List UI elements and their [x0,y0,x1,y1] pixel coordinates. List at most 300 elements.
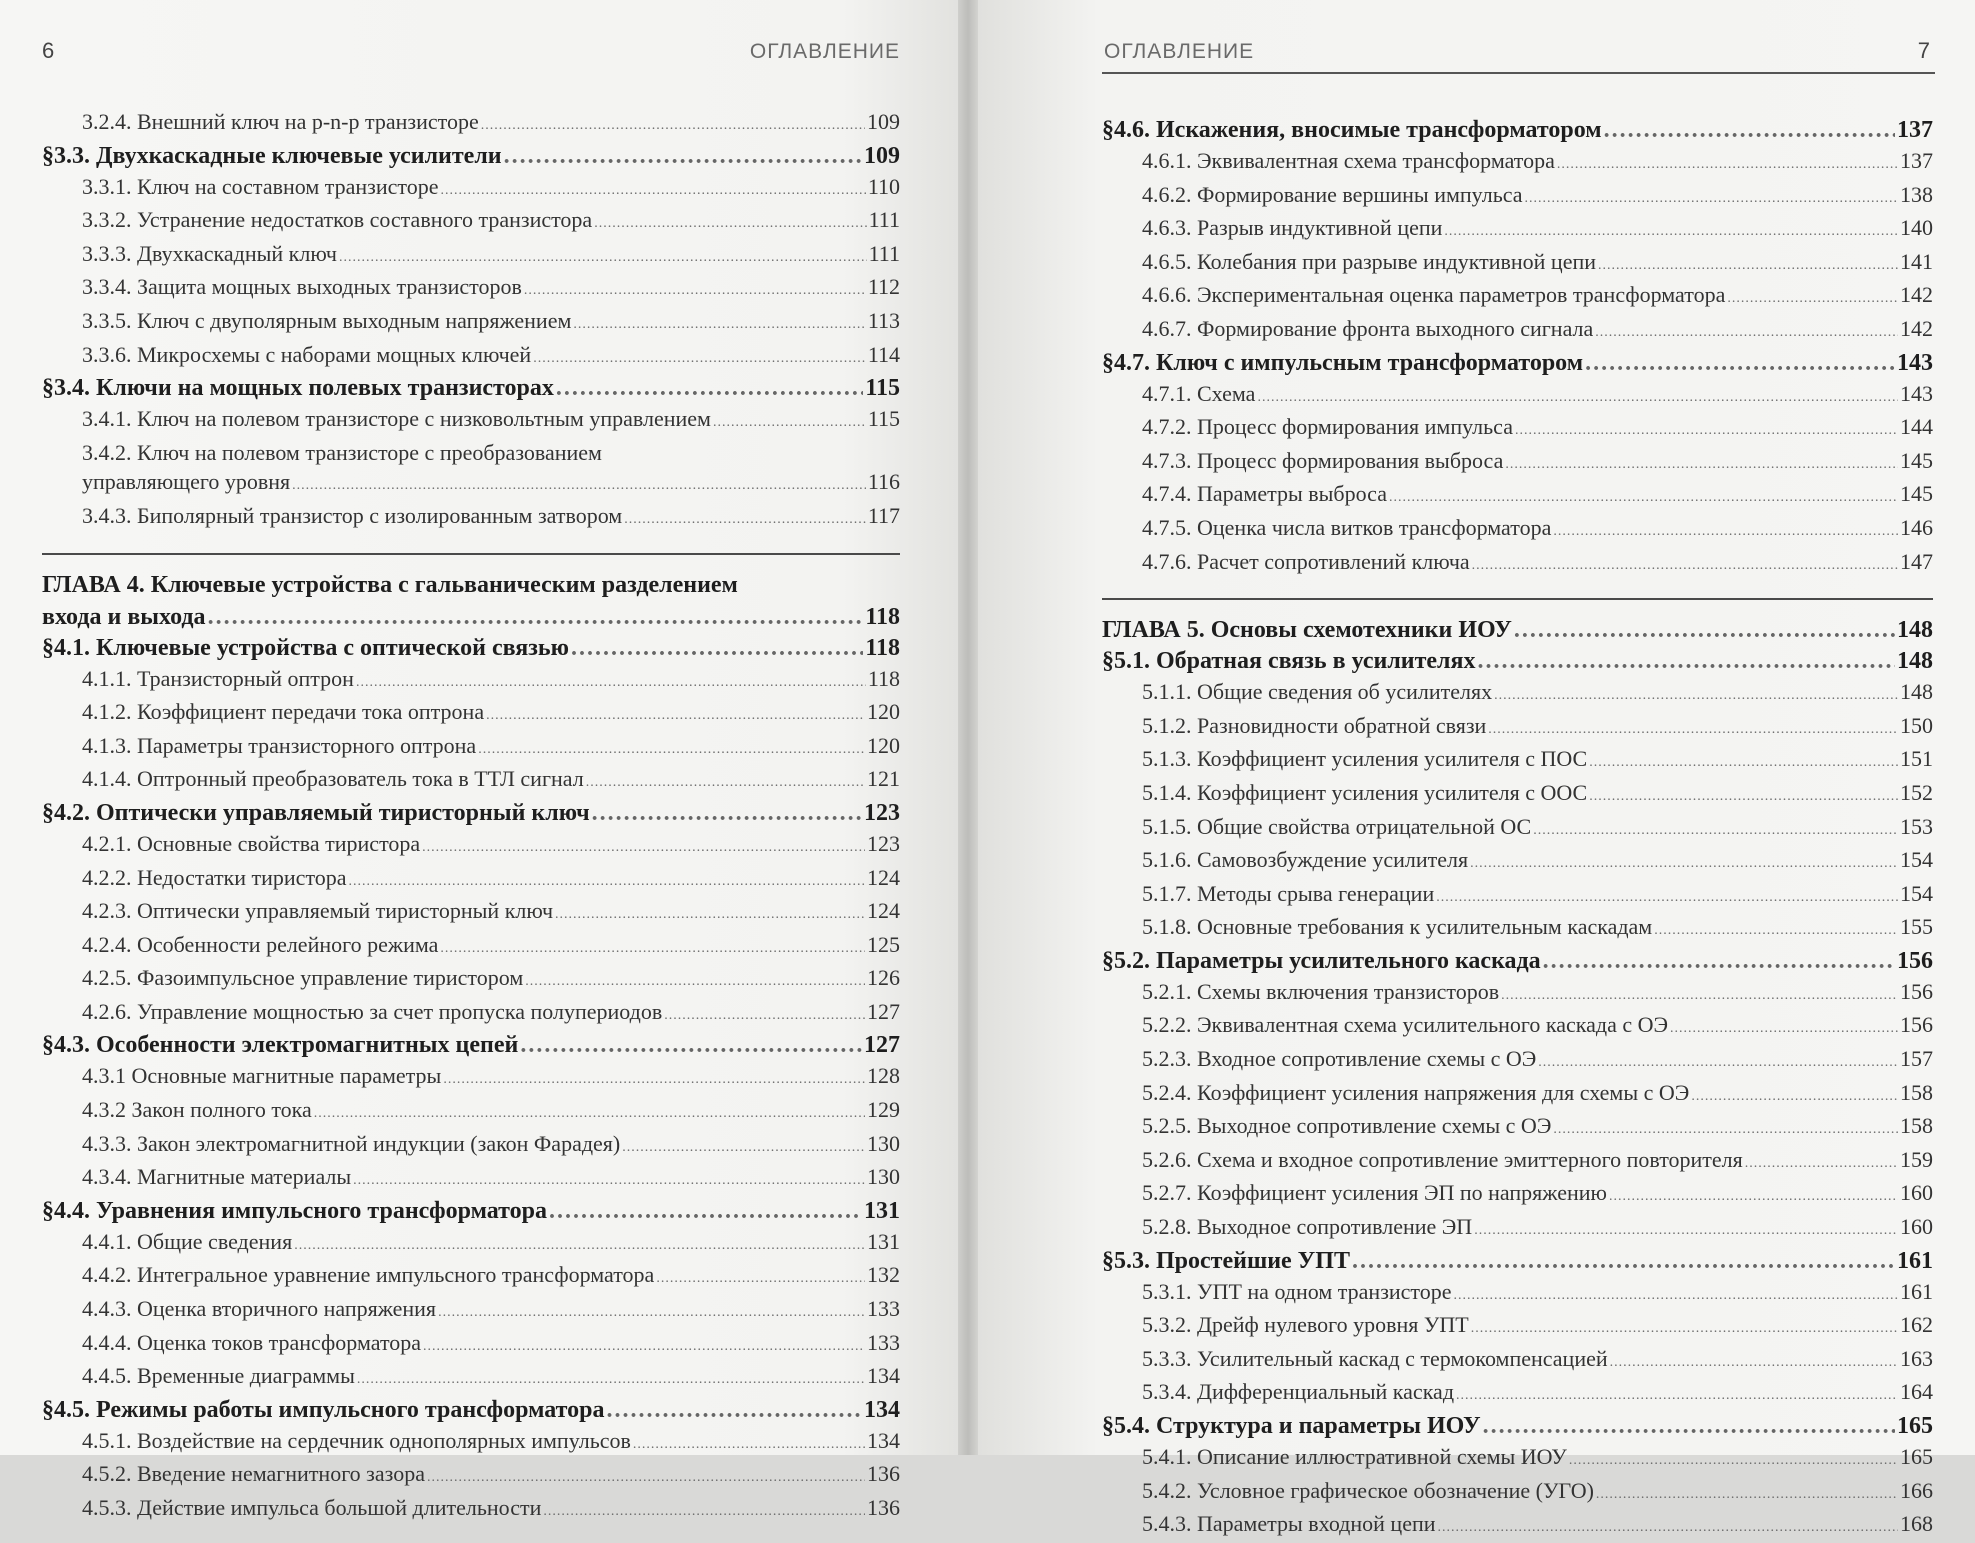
dot-leader [1538,1048,1898,1078]
toc-subsection[interactable] [1102,778,1933,812]
toc-subsection[interactable] [42,896,900,930]
dot-leader [357,1365,865,1395]
entry-page-number: 143 [1900,380,1933,406]
entry-page-number: 141 [1900,248,1933,274]
dot-leader [573,310,865,340]
entry-title: 4.7.3. Процесс формирования выброса [1142,447,1504,473]
dot-leader [443,1065,865,1095]
dot-leader [606,1395,862,1426]
dot-leader [486,701,865,731]
dot-leader [427,1463,865,1493]
dot-leader [1454,1281,1898,1311]
entry-title: 5.1.5. Общие свойства отрицательной ОС [1142,813,1532,839]
toc-chapter[interactable] [42,601,900,633]
toc-subsection[interactable] [42,172,900,206]
toc-subsection[interactable] [1102,812,1933,846]
toc-section[interactable] [42,798,900,829]
toc-subsection[interactable] [1102,412,1933,446]
toc-subsection[interactable] [1102,744,1933,778]
toc-subsection[interactable] [1102,1212,1933,1246]
dot-leader [294,1231,865,1261]
dot-leader [622,1133,865,1163]
entry-title: 4.2.4. Особенности релейного режима [82,931,439,957]
entry-page-number: 124 [867,864,900,890]
entry-page-number: 152 [1900,779,1933,805]
toc-section[interactable] [42,633,900,664]
dot-leader [1488,715,1898,745]
dot-leader [349,867,865,897]
entry-page-number: 164 [1900,1379,1933,1405]
toc-chapter-line1: ГЛАВА 4. Ключевые устройства с гальваническим разделением [42,571,738,598]
toc-subsection[interactable] [42,997,900,1031]
entry-page-number: 118 [867,665,900,691]
entry-page-number: 145 [1900,447,1933,473]
entry-page-number: 133 [867,1296,900,1322]
dot-leader [1438,1513,1898,1543]
dot-leader [339,243,867,273]
entry-page-number: 110 [867,173,900,199]
entry-title: 5.1.2. Разновидности обратной связи [1142,712,1487,738]
dot-leader [664,1001,865,1031]
toc-chapter[interactable] [1102,614,1933,646]
entry-title: входа и выхода [42,603,206,630]
entry-page-number: 168 [1900,1511,1933,1537]
toc-subsection[interactable] [42,306,900,340]
entry-title: §4.4. Уравнения импульсного трансформатора [42,1197,547,1224]
toc-subsection[interactable] [42,1294,900,1328]
entry-title: §4.2. Оптически управляемый тиристорный ключ [42,799,590,826]
entry-title: 5.1.6. Самовозбуждение усилителя [1142,847,1469,873]
entry-title: §4.1. Ключевые устройства с оптической связью [42,634,569,661]
running-head [40,38,900,72]
entry-page-number: 116 [867,469,900,495]
entry-page-number: 132 [867,1262,900,1288]
entry-page-number: 126 [867,965,900,991]
dot-leader [1525,184,1898,214]
dot-leader [1569,1446,1898,1476]
toc-list [42,107,900,1527]
toc-subsection[interactable] [1102,1010,1933,1044]
toc-subsection[interactable] [42,239,900,273]
dot-leader [353,1166,865,1196]
toc-subsection[interactable] [42,1061,900,1095]
entry-title: §5.1. Обратная связь в усилителях [1102,648,1476,675]
entry-title: 4.4.2. Интегральное уравнение импульсного трансформатора [82,1262,655,1288]
toc-subsection[interactable] [1102,1377,1933,1411]
entry-title: 5.2.8. Выходное сопротивление ЭП [1142,1214,1473,1240]
entry-page-number: 156 [1900,978,1933,1004]
entry-title: 4.3.3. Закон электромагнитной индукции (закон Фарадея) [82,1130,621,1156]
toc-subsection[interactable] [1102,513,1933,547]
entry-page-number: 165 [1897,1413,1933,1439]
toc-section[interactable] [42,1196,900,1227]
entry-page-number: 146 [1900,514,1933,540]
entry-page-number: 145 [1900,481,1933,507]
dot-leader [1585,348,1895,379]
entry-page-number: 153 [1900,813,1933,839]
entry-title: 5.3.4. Дифференциальный каскад [1142,1379,1455,1405]
entry-title: §3.4. Ключи на мощных полевых транзисторах [42,375,554,402]
dot-leader [549,1196,862,1227]
toc-subsection[interactable] [1102,1145,1933,1179]
entry-title: 5.1.7. Методы срыва генерации [1142,880,1435,906]
entry-page-number: 120 [867,699,900,725]
entry-page-number: 127 [864,1032,900,1059]
page-number: 7 [1917,38,1931,63]
toc-section[interactable] [42,1395,900,1426]
toc-subsection[interactable] [1102,1078,1933,1112]
toc-subsection[interactable] [1102,1277,1933,1311]
toc-subsection[interactable] [1102,1476,1933,1510]
dot-leader [1543,946,1895,977]
dot-leader [1553,517,1898,547]
toc-subsection[interactable] [1102,1442,1933,1476]
entry-page-number: 120 [867,732,900,758]
toc-subsection[interactable] [42,1426,900,1460]
entry-title: 4.6.2. Формирование вершины импульса [1142,181,1523,207]
entry-title: 5.2.6. Схема и входное сопротивление эмиттерного повторителя [1142,1146,1743,1172]
toc-subsection[interactable] [42,404,900,438]
dot-leader [440,934,865,964]
dot-leader [1257,383,1898,413]
entry-page-number: 117 [867,502,900,528]
dot-leader [1691,1082,1898,1112]
toc-subsection[interactable] [42,930,900,964]
dot-leader [1470,849,1898,879]
dot-leader [1553,1115,1898,1145]
entry-title: 4.7.4. Параметры выброса [1142,481,1387,507]
dot-leader [438,1298,865,1328]
entry-page-number: 148 [1897,648,1933,675]
entry-title: 4.4.3. Оценка вторичного напряжения [82,1296,437,1322]
dot-leader [1352,1246,1895,1277]
entry-title: 3.3.6. Микросхемы с наборами мощных ключей [82,341,532,367]
dot-leader [1472,551,1898,581]
dot-leader [713,408,866,438]
dot-leader [1501,981,1898,1011]
entry-title: 4.1.3. Параметры транзисторного оптрона [82,732,477,758]
entry-page-number: 111 [868,207,900,233]
entry-title: 4.2.5. Фазоимпульсное управление тиристором [82,965,524,991]
toc-subsection[interactable] [1102,879,1933,913]
dot-leader [292,471,866,501]
toc-subsection[interactable] [1102,146,1933,180]
entry-title: §4.5. Режимы работы импульсного трансформатора [42,1396,605,1423]
entry-page-number: 118 [865,603,900,630]
entry-title: 4.5.2. Введение немагнитного зазора [82,1461,425,1487]
dot-leader [423,1332,865,1362]
entry-page-number: 115 [865,375,900,402]
book-gutter [958,0,978,1455]
entry-title: §4.6. Искажения, вносимые трансформатором [1102,117,1602,143]
dot-leader [314,1099,865,1129]
entry-page-number: 150 [1900,712,1933,738]
toc-subsection[interactable] [1102,280,1933,314]
entry-page-number: 112 [867,274,900,300]
entry-title: 4.7.6. Расчет сопротивлений ключа [1142,548,1470,574]
toc-section[interactable] [1102,946,1933,977]
dot-leader [1483,1411,1895,1442]
entry-page-number: 131 [864,1197,900,1224]
toc-subsection[interactable] [42,963,900,997]
toc-subsection[interactable] [42,1328,900,1362]
entry-page-number: 129 [867,1097,900,1123]
entry-title: 5.2.3. Входное сопротивление схемы с ОЭ [1142,1046,1537,1072]
toc-section[interactable] [1102,1411,1933,1442]
dot-leader [555,900,865,930]
left-page [0,0,958,1520]
entry-page-number: 121 [867,766,900,792]
entry-title: 4.3.4. Магнитные материалы [82,1164,352,1190]
toc-section[interactable] [42,373,900,404]
dot-leader [571,633,863,664]
entry-title: 5.2.1. Схемы включения транзисторов [1142,978,1500,1004]
toc-subsection[interactable] [42,1129,900,1163]
toc-subsection[interactable] [42,731,900,765]
entry-title: 3.4.1. Ключ на полевом транзисторе с низковольтным управлением [82,406,711,432]
entry-title: ГЛАВА 5. Основы схемотехники ИОУ [1102,617,1512,644]
entry-title: 5.4.2. Условное графическое обозначение (УГО) [1142,1477,1594,1503]
entry-title: 4.6.3. Разрыв индуктивной цепи [1142,215,1443,241]
toc-subsection[interactable] [1102,1344,1933,1378]
toc-subsection[interactable] [42,829,900,863]
toc-section[interactable] [1102,646,1933,677]
toc-subsection-line1: 3.4.2. Ключ на полевом транзисторе с преобразованием [82,439,602,465]
dot-leader [481,111,865,141]
toc-subsection[interactable] [1102,845,1933,879]
toc-subsection[interactable] [42,1162,900,1196]
toc-subsection[interactable] [1102,1111,1933,1145]
dot-leader [1745,1149,1898,1179]
toc-subsection[interactable] [1102,711,1933,745]
entry-page-number: 151 [1900,746,1933,772]
dot-leader [1389,483,1898,513]
entry-title: 4.2.1. Основные свойства тиристора [82,830,421,856]
toc-subsection[interactable] [42,467,900,501]
entry-page-number: 144 [1900,414,1933,440]
entry-page-number: 137 [1897,117,1933,143]
entry-page-number: 124 [867,898,900,924]
entry-page-number: 159 [1900,1146,1933,1172]
toc-subsection[interactable] [42,664,900,698]
entry-page-number: 162 [1900,1312,1933,1338]
entry-page-number: 154 [1900,880,1933,906]
entry-page-number: 148 [1900,679,1933,705]
chapter-divider [42,553,900,555]
entry-page-number: 130 [867,1130,900,1156]
entry-title: 4.7.5. Оценка числа витков трансформатора [1142,514,1552,540]
entry-page-number: 128 [867,1063,900,1089]
entry-title: 5.3.3. Усилительный каскад с термокомпенсацией [1142,1345,1608,1371]
dot-leader [504,141,862,172]
toc-subsection[interactable] [1102,314,1933,348]
dot-leader [556,373,863,404]
entry-title: 5.1.8. Основные требования к усилительным каскадам [1142,914,1653,940]
entry-page-number: 127 [867,998,900,1024]
toc-subsection[interactable] [1102,180,1933,214]
entry-title: 4.6.1. Эквивалентная схема трансформатора [1142,148,1555,173]
toc-subsection[interactable] [1102,446,1933,480]
entry-page-number: 133 [867,1329,900,1355]
toc-subsection[interactable] [1102,479,1933,513]
toc-subsection[interactable] [42,1361,900,1395]
entry-title: 5.2.5. Выходное сопротивление схемы с ОЭ [1142,1113,1552,1139]
toc-subsection[interactable] [42,1260,900,1294]
entry-page-number: 154 [1900,847,1933,873]
dot-leader [1589,748,1898,778]
entry-page-number: 156 [1900,1012,1933,1038]
entry-page-number: 158 [1900,1113,1933,1139]
entry-page-number: 134 [867,1427,900,1453]
entry-page-number: 123 [864,799,900,826]
entry-title: 4.3.1 Основные магнитные параметры [82,1063,442,1089]
toc-subsection[interactable] [42,1493,900,1527]
toc-subsection[interactable] [42,764,900,798]
toc-subsection[interactable] [42,697,900,731]
toc-subsection[interactable] [1102,1044,1933,1078]
dot-leader [1670,1014,1898,1044]
dot-leader [1474,1216,1898,1246]
entry-page-number: 156 [1897,947,1933,974]
toc-subsection[interactable] [1102,677,1933,711]
toc-subsection[interactable] [1102,213,1933,247]
entry-title: 4.2.6. Управление мощностью за счет пропуска полупериодов [82,998,663,1024]
entry-page-number: 114 [867,341,900,367]
dot-leader [1727,284,1898,314]
entry-title: 4.6.5. Колебания при разрыве индуктивной цепи [1142,248,1597,274]
entry-title: 3.3.4. Защита мощных выходных транзисторов [82,274,522,300]
entry-title: 4.6.6. Экспериментальная оценка параметров трансформатора [1142,282,1726,308]
dot-leader [524,276,866,306]
entry-title: 5.4.3. Параметры входной цепи [1142,1511,1436,1537]
toc-section[interactable] [42,141,900,172]
toc-subsection[interactable] [42,501,900,535]
toc-subsection[interactable] [42,1459,900,1493]
dot-leader [1478,646,1896,677]
toc-subsection[interactable] [1102,1178,1933,1212]
entry-page-number: 163 [1900,1345,1933,1371]
toc-subsection[interactable] [1102,977,1933,1011]
toc-subsection[interactable] [42,340,900,374]
entry-title: 4.7.2. Процесс формирования импульса [1142,414,1513,440]
dot-leader [440,176,865,206]
entry-page-number: 158 [1900,1079,1933,1105]
toc-subsection[interactable] [42,1095,900,1129]
toc-subsection[interactable] [1102,379,1933,413]
toc-subsection[interactable] [42,107,900,141]
toc-subsection[interactable] [1102,247,1933,281]
entry-page-number: 136 [867,1495,900,1520]
toc-section[interactable] [1102,115,1933,146]
entry-title: 3.3.2. Устранение недостатков составного транзистора [82,207,593,233]
running-head [1102,38,1935,74]
entry-page-number: 118 [865,634,900,661]
entry-page-number: 165 [1900,1444,1933,1469]
entry-title: 5.1.1. Общие сведения об усилителях [1142,679,1493,705]
toc-subsection[interactable] [1102,1509,1933,1543]
dot-leader [533,344,866,374]
entry-title: §3.3. Двухкаскадные ключевые усилители [42,142,502,169]
entry-page-number: 109 [867,109,900,134]
dot-leader [1533,816,1898,846]
entry-title: 3.3.1. Ключ на составном транзисторе [82,173,439,199]
entry-title: 5.1.3. Коэффициент усиления усилителя с ПОС [1142,746,1588,772]
entry-title: §5.4. Структура и параметры ИОУ [1102,1413,1481,1439]
toc-subsection[interactable] [1102,912,1933,946]
entry-title: §4.3. Особенности электромагнитных цепей [42,1032,519,1059]
toc-list [1102,115,1933,1543]
entry-title: 4.1.1. Транзисторный оптрон [82,665,354,691]
entry-title: §4.7. Ключ с импульсным трансформатором [1102,349,1584,376]
dot-leader [594,209,866,239]
entry-page-number: 160 [1900,1180,1933,1206]
toc-group [42,569,900,1527]
entry-title: 5.4.1. Описание иллюстративной схемы ИОУ [1142,1444,1567,1469]
dot-leader [1444,217,1898,247]
running-title: ОГЛАВЛЕНИЕ [749,40,900,63]
dot-leader [1514,614,1895,646]
entry-page-number: 115 [867,406,900,432]
toc-subsection[interactable] [1102,1310,1933,1344]
toc-subsection[interactable] [42,863,900,897]
dot-leader [478,735,865,765]
toc-section[interactable] [42,1030,900,1061]
toc-group [1102,614,1933,1543]
entry-title: 5.2.4. Коэффициент усиления напряжения для схемы с ОЭ [1142,1079,1690,1105]
entry-page-number: 125 [867,931,900,957]
toc-group [42,107,900,535]
dot-leader [1589,782,1898,812]
dot-leader [525,967,865,997]
toc-subsection[interactable] [1102,547,1933,581]
entry-page-number: 160 [1900,1214,1933,1240]
dot-leader [208,601,864,633]
entry-title: 4.4.5. Временные диаграммы [82,1363,355,1389]
dot-leader [1505,450,1898,480]
entry-page-number: 111 [868,240,900,266]
toc-subsection[interactable] [42,272,900,306]
dot-leader [1596,1480,1898,1510]
dot-leader [592,798,862,829]
entry-title: 4.2.3. Оптически управляемый тиристорный ключ [82,898,554,924]
entry-page-number: 140 [1900,215,1933,241]
dot-leader [624,505,866,535]
entry-title: 5.3.2. Дрейф нулевого уровня УПТ [1142,1312,1469,1338]
entry-title: 3.3.3. Двухкаскадный ключ [82,240,337,266]
toc-section[interactable] [1102,348,1933,379]
entry-page-number: 161 [1900,1278,1933,1304]
entry-title: 4.1.2. Коэффициент передачи тока оптрона [82,699,485,725]
entry-title: 4.7.1. Схема [1142,380,1256,406]
entry-page-number: 142 [1900,282,1933,308]
dot-leader [1471,1314,1898,1344]
toc-section[interactable] [1102,1246,1933,1277]
entry-page-number: 134 [867,1363,900,1389]
running-title: ОГЛАВЛЕНИЕ [1104,40,1255,63]
entry-title: 3.2.4. Внешний ключ на p-n-p транзисторе [82,109,479,134]
entry-title: 5.2.7. Коэффициент усиления ЭП по напряжению [1142,1180,1607,1206]
toc-subsection[interactable] [42,1227,900,1261]
dot-leader [1456,1381,1898,1411]
entry-title: 3.4.3. Биполярный транзистор с изолированным затвором [82,502,623,528]
entry-page-number: 147 [1900,548,1933,574]
dot-leader [1515,416,1898,446]
entry-page-number: 166 [1900,1477,1933,1503]
entry-page-number: 113 [867,307,900,333]
entry-page-number: 109 [864,142,900,169]
dot-leader [586,768,865,798]
toc-subsection[interactable] [42,205,900,239]
